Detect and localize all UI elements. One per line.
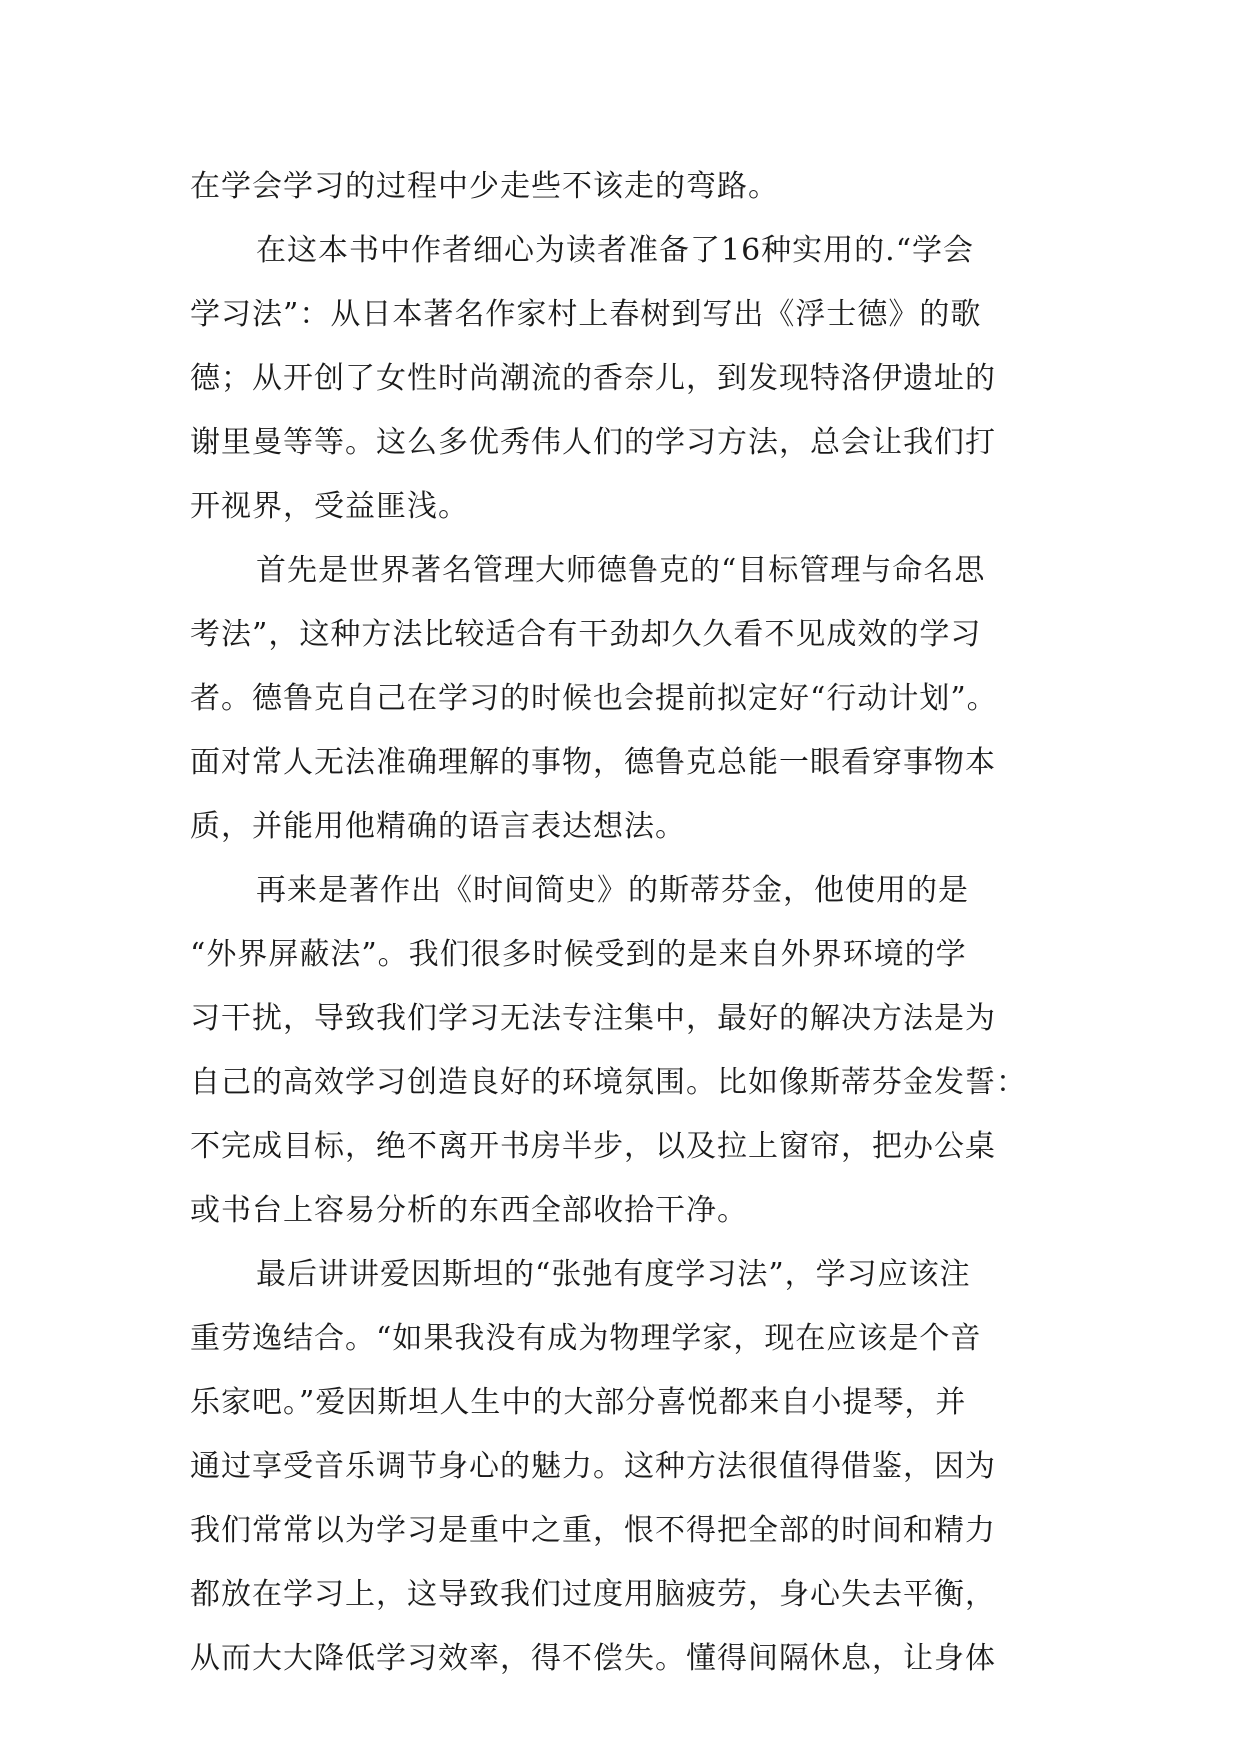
text-line: 通过享受音乐调节身心的魅力。这种方法很值得借鉴，因为 xyxy=(190,1449,996,1484)
text-line: 开视界，受益匪浅。 xyxy=(190,489,469,524)
text-line: “外界屏蔽法”。我们很多时候受到的是来自外界环境的学 xyxy=(190,937,967,972)
body-text xyxy=(190,155,1050,1691)
text-line: 从而大大降低学习效率，得不偿失。懂得间隔休息，让身体 xyxy=(190,1641,996,1676)
text-line: 都放在学习上，这导致我们过度用脑疲劳，身心失去平衡， xyxy=(190,1577,996,1612)
text-line: 或书台上容易分析的东西全部收拾干净。 xyxy=(190,1193,748,1228)
text-line: 乐家吧。”爱因斯坦人生中的大部分喜悦都来自小提琴，并 xyxy=(190,1385,967,1420)
text-line: 谢里曼等等。这么多优秀伟人们的学习方法，总会让我们打 xyxy=(190,425,996,460)
text-line: 学习法”：从日本著名作家村上春树到写出《浮士德》的歌 xyxy=(190,297,982,332)
text-line: 自己的高效学习创造良好的环境氛围。比如像斯蒂芬金发誓： xyxy=(190,1065,1027,1100)
text-line: 者。德鲁克自己在学习的时候也会提前拟定好“行动计划”。 xyxy=(190,681,998,716)
text-line: 考法”，这种方法比较适合有干劲却久久看不见成效的学习 xyxy=(190,617,982,652)
text-line: 习干扰，导致我们学习无法专注集中，最好的解决方法是为 xyxy=(190,1001,996,1036)
text-line: 重劳逸结合。“如果我没有成为物理学家，现在应该是个音 xyxy=(190,1321,982,1356)
text-line: 面对常人无法准确理解的事物，德鲁克总能一眼看穿事物本 xyxy=(190,745,996,780)
text-line: 在学会学习的过程中少走些不该走的弯路。 xyxy=(190,169,779,204)
text-line: 德；从开创了女性时尚潮流的香奈儿，到发现特洛伊遗址的 xyxy=(190,361,996,396)
text-line: 我们常常以为学习是重中之重，恨不得把全部的时间和精力 xyxy=(190,1513,996,1548)
text-line: 不完成目标，绝不离开书房半步，以及拉上窗帘，把办公桌 xyxy=(190,1129,996,1164)
text-line: 质，并能用他精确的语言表达想法。 xyxy=(190,809,686,844)
paragraph-start-line: 在这本书中作者细心为读者准备了16种实用的.“学会 xyxy=(256,233,975,268)
paragraph-start-line: 再来是著作出《时间简史》的斯蒂芬金，他使用的是 xyxy=(256,873,969,908)
paragraph-start-line: 最后讲讲爱因斯坦的“张弛有度学习法”，学习应该注 xyxy=(256,1257,971,1292)
paragraph-start-line: 首先是世界著名管理大师德鲁克的“目标管理与命名思 xyxy=(256,553,986,588)
